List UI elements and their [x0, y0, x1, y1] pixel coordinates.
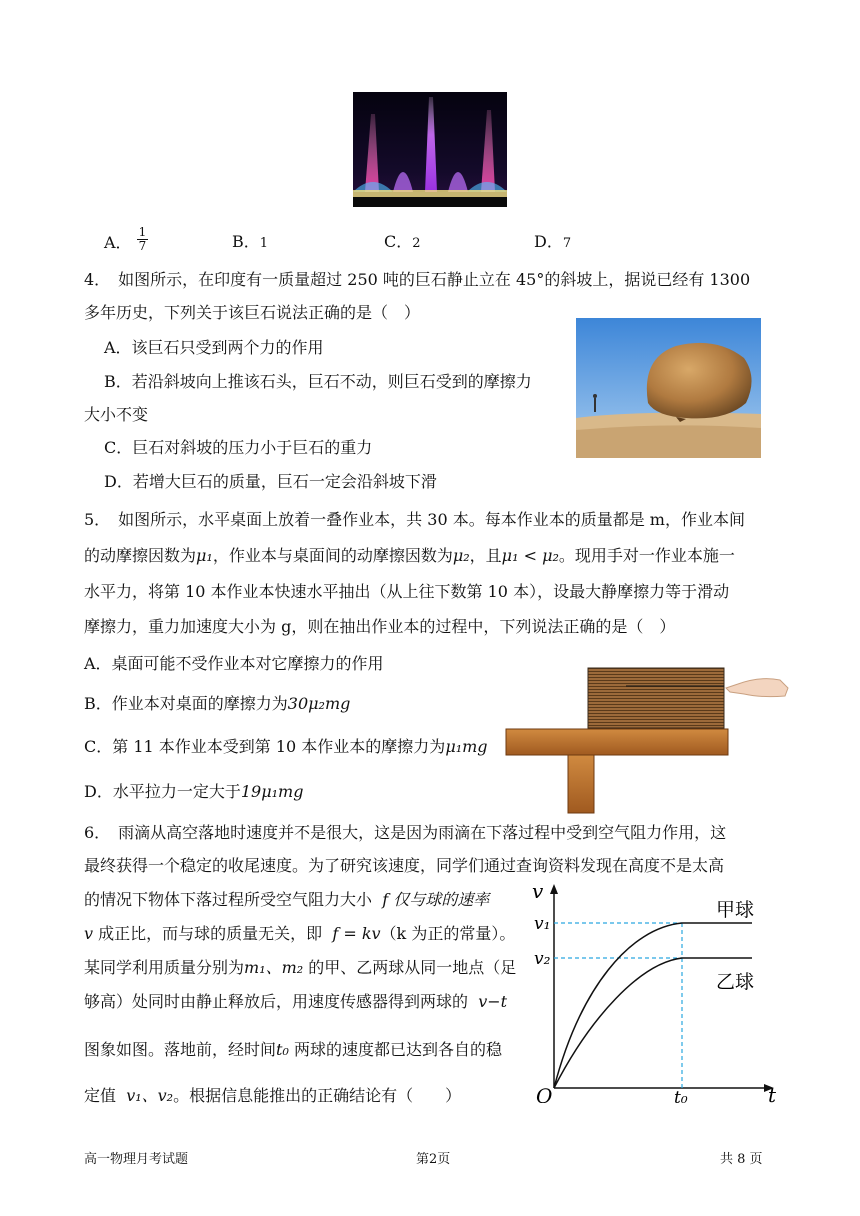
fraction: $\frac{1}{7}$ — [138, 225, 147, 254]
y-axis-label: v — [532, 879, 544, 903]
option-b: B．1 — [232, 232, 269, 251]
q6-line7: 图象如图。落地前，经时间t₀ 两球的速度都已达到各自的稳 — [84, 1040, 502, 1059]
q4-line1: 4． 如图所示，在印度有一质量超过 250 吨的巨石静止立在 45°的斜坡上，据说已经有 1300 — [84, 270, 751, 289]
curve-jia-label: 甲球 — [716, 899, 755, 921]
q5-line4: 摩擦力，重力加速度大小为 g，则在抽出作业本的过程中，下列说法正确的是（ ） — [84, 617, 676, 636]
q5-line2: 的动摩擦因数为μ₁，作业本与桌面间的动摩擦因数为μ₂，且μ₁ < μ₂。现用手对一作业本施一 — [84, 546, 735, 565]
option-d: D．7 — [534, 232, 572, 251]
q4-line2: 多年历史，下列关于该巨石说法正确的是（ ） — [84, 303, 421, 322]
q5-line1: 5． 如图所示，水平桌面上放着一叠作业本，共 30 本。每本作业本的质量都是 m，作业本间 — [84, 510, 745, 529]
q5-option-d: D．水平拉力一定大于19μ₁mg — [84, 782, 304, 801]
v1-label: v₁ — [534, 914, 551, 934]
q5-option-c: C．第 11 本作业本受到第 10 本作业本的摩擦力为μ₁mg — [84, 737, 488, 756]
curve-yi-label: 乙球 — [716, 971, 755, 993]
footer-left: 高一物理月考试题 — [84, 1152, 189, 1167]
q6-line8: 定值 v₁、v₂。根据信息能推出的正确结论有（ ） — [84, 1086, 462, 1105]
q4-option-b: B．若沿斜坡向上推该石头，巨石不动，则巨石受到的摩擦力 — [104, 372, 532, 391]
q6-line1: 6． 雨滴从高空落地时速度并不是很大，这是因为雨滴在下落过程中受到空气阻力作用，这 — [84, 823, 727, 842]
q4-option-b-cont: 大小不变 — [84, 405, 149, 424]
q4-option-d: D．若增大巨石的质量，巨石一定会沿斜坡下滑 — [104, 472, 437, 491]
q5-option-b: B．作业本对桌面的摩擦力为30μ₂mg — [84, 694, 351, 713]
y-axis-arrow — [550, 884, 558, 894]
v2-label: v₂ — [534, 949, 551, 969]
q6-line6: 够高）处同时由静止释放后，用速度传感器得到两球的 v−t — [84, 992, 508, 1011]
boulder-photo — [576, 318, 761, 458]
t0-label: t₀ — [674, 1088, 688, 1103]
option-a: A． $\frac{1}{7}$ — [104, 225, 147, 254]
q6-line3: 的情况下物体下落过程所受空气阻力大小 f 仅与球的速率 — [84, 890, 490, 909]
q5-line3: 水平力，将第 10 本作业本快速水平抽出（从上往下数第 10 本），设最大静摩擦力等于滑动 — [84, 582, 730, 601]
q5-option-a: A．桌面可能不受作业本对它摩擦力的作用 — [84, 654, 384, 673]
books-table-illustration — [500, 660, 795, 815]
q4-option-a: A．该巨石只受到两个力的作用 — [104, 338, 324, 357]
origin-label: O — [536, 1084, 553, 1103]
q6-line2: 最终获得一个稳定的收尾速度。为了研究该速度，同学们通过查询资料发现在高度不是太高 — [84, 856, 725, 875]
fountain-photo — [353, 92, 507, 207]
footer-page: 第2页 — [416, 1152, 451, 1167]
q6-line5: 某同学利用质量分别为m₁、m₂ 的甲、乙两球从同一地点（足 — [84, 958, 517, 977]
v-t-graph — [530, 878, 780, 1103]
q4-option-c: C．巨石对斜坡的压力小于巨石的重力 — [104, 438, 373, 457]
option-c: C．2 — [384, 232, 421, 251]
q6-line4: v 成正比，而与球的质量无关，即 f = kv（k 为正的常量）。 — [84, 924, 516, 943]
footer-total: 共 8 页 — [720, 1152, 763, 1167]
x-axis-label: t — [768, 1083, 777, 1103]
curve-jia — [554, 923, 755, 1088]
